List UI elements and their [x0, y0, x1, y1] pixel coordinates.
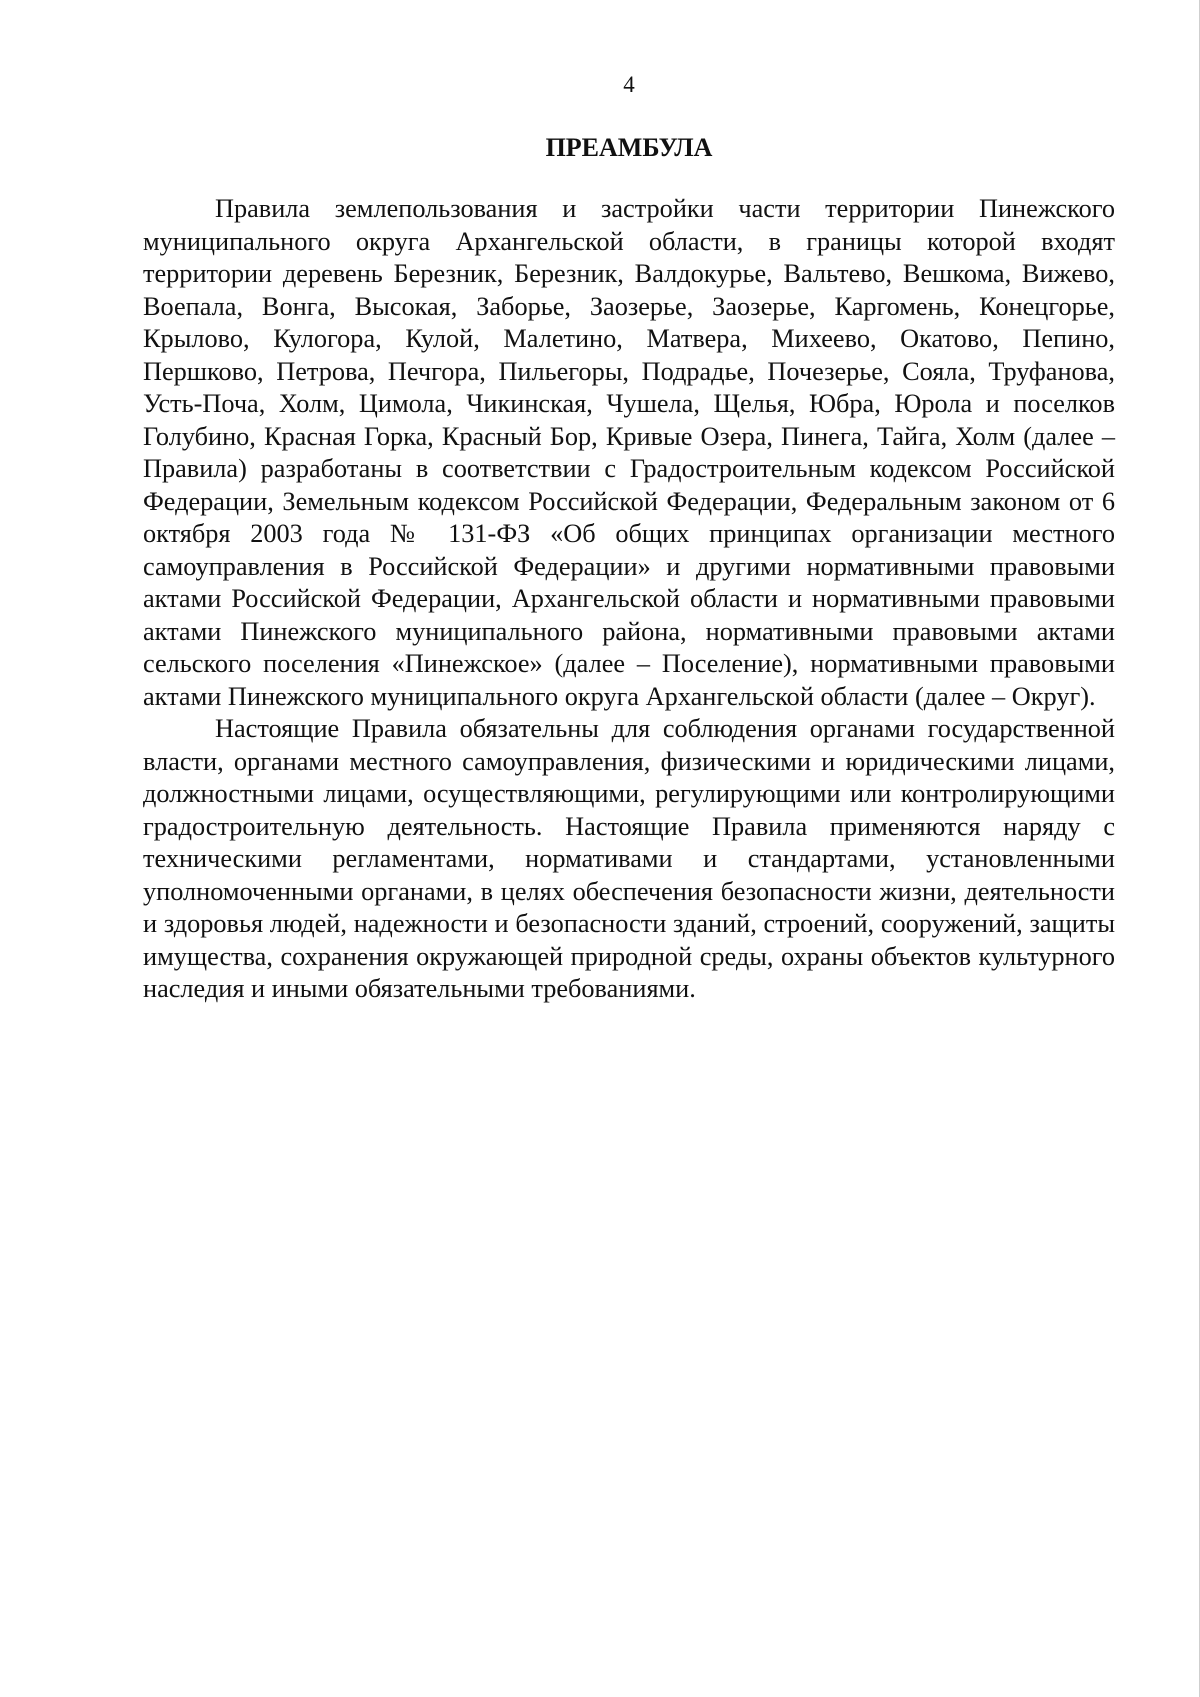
- body-text: [143, 193, 1115, 1006]
- paragraph-2: Настоящие Правила обязательны для соблюдения органами государственной власти, органами местного самоуправления, физическими и юридическими лицами, должностными лицами, осуществляющими, регулирующими или контролирующими градостроительную деятельность. Настоящие Правила применяются наряду с техническими регламентами, нормативами и стандартами, установленными уполномоченными органами, в целях обеспечения безопасности жизни, деятельности и здоровья людей, надежности и безопасности зданий, строений, сооружений, защиты имущества, сохранения окружающей природной среды, охраны объектов культурного наследия и иными обязательными требованиями.: [143, 714, 1115, 1003]
- page-number: 4: [623, 72, 635, 97]
- section-title: ПРЕАМБУЛА: [545, 133, 713, 162]
- paragraph-1: Правила землепользования и застройки части территории Пинежского муниципального округа Архангельской области, в границы которой входят территории деревень Березник, Березник, Валдокурье, Вальтево, Вешкома, Вижево, Воепала, Вонга, Высокая, Заборье, Заозерье, Заозерье, Каргомень, Конецгорье, Крылово, Кулогора, Кулой, Малетино, Матвера, Михеево, Окатово, Пепино, Першково, Петрова, Печгора, Пильегоры, Подрадье, Почезерье, Сояла, Труфанова, Усть-Поча, Холм, Цимола, Чикинская, Чушела, Щелья, Юбра, Юрола и поселков Голубино, Красная Горка, Красный Бор, Кривые Озера, Пинега, Тайга, Холм (далее – Правила) разработаны в соответствии с Градостроительным кодексом Российской Федерации, Земельным кодексом Российской Федерации, Федеральным законом от 6 октября 2003 года № 131-ФЗ «Об общих принципах организации местного самоуправления в Российской Федерации» и другими нормативными правовыми актами Российской Федерации, Архангельской области и нормативными правовыми актами Пинежского муниципального района, нормативными правовыми актами сельского поселения «Пинежское» (далее – Поселение), нормативными правовыми актами Пинежского муниципального округа Архангельской области (далее – Округ).: [143, 194, 1115, 711]
